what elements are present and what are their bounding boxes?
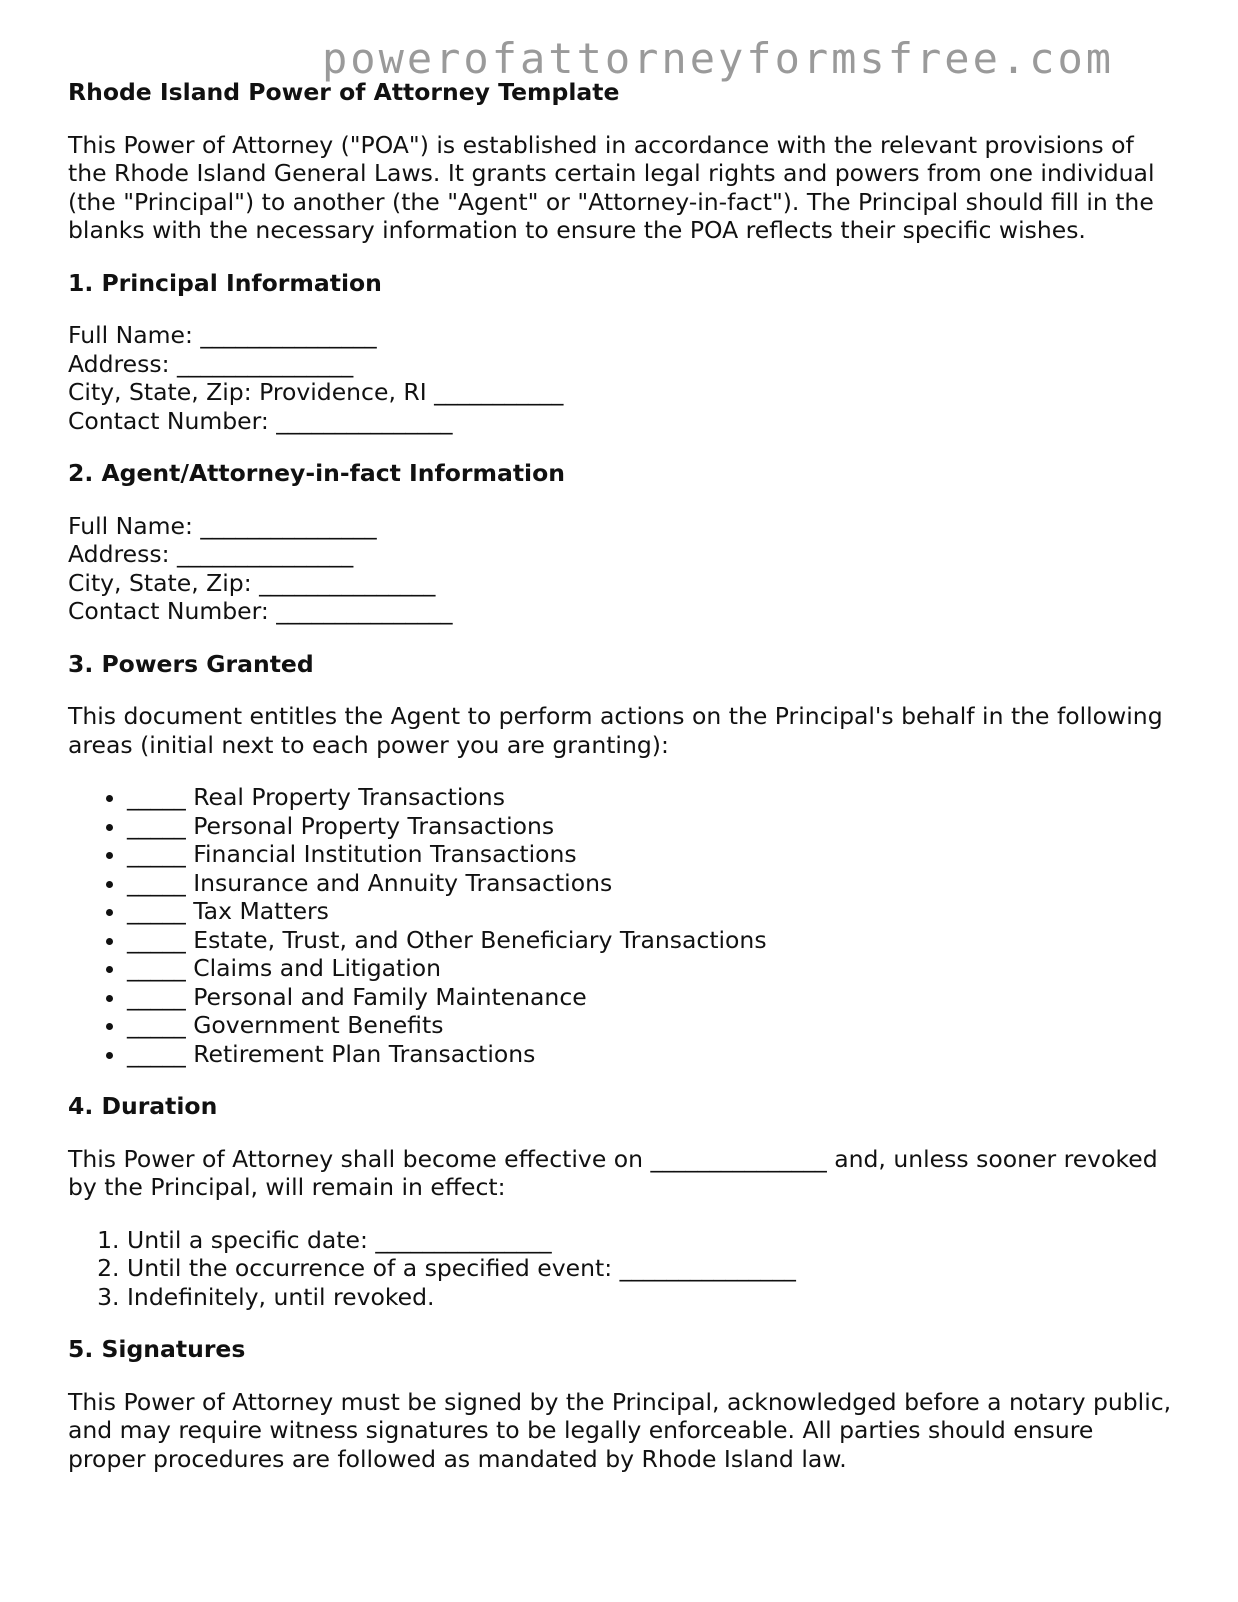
powers-list [68, 783, 1178, 1068]
agent-contact-field[interactable]: Contact Number: _______________ [68, 597, 453, 625]
duration-option[interactable]: 2. Until the occurrence of a specified event: _______________ [127, 1254, 1178, 1283]
section-duration-heading: 4. Duration [68, 1092, 218, 1120]
principal-fields [68, 321, 1178, 435]
power-item[interactable]: • _____ Estate, Trust, and Other Beneficiary Transactions [127, 926, 1178, 955]
duration-options-list [68, 1226, 1178, 1312]
power-item[interactable]: • _____ Retirement Plan Transactions [127, 1040, 1178, 1069]
agent-address-field[interactable]: Address: _______________ [68, 540, 354, 568]
power-item[interactable]: • _____ Claims and Litigation [127, 954, 1178, 983]
power-item[interactable]: • _____ Real Property Transactions [127, 783, 1178, 812]
power-item[interactable]: • _____ Personal Property Transactions [127, 812, 1178, 841]
principal-full-name-field[interactable]: Full Name: _______________ [68, 321, 377, 349]
principal-city-field[interactable]: City, State, Zip: Providence, RI ___________ [68, 378, 564, 406]
document-page [68, 78, 1178, 1497]
agent-city-field[interactable]: City, State, Zip: _______________ [68, 568, 436, 597]
agent-fields [68, 512, 1178, 626]
principal-address-field[interactable]: Address: _______________ [68, 349, 354, 378]
section-powers-heading: 3. Powers Granted [68, 649, 314, 678]
section-principal-heading: 1. Principal Information [68, 268, 382, 297]
watermark: powerofattorneyformsfree.com [322, 34, 1115, 83]
section-signatures-heading: 5. Signatures [68, 1335, 246, 1363]
document-title: Rhode Island Power of Attorney Template [68, 78, 620, 106]
intro-paragraph: This Power of Attorney ("POA") is established in accordance with the relevant provisions of the Rhode Island General Laws. It grants certain legal rights and powers from one individual (the "Principal") to another (the "Agent" or "Attorney-in-fact"). The Principal should fill in the blanks with the necessary information to ensure the POA reflects their specific wishes. [68, 130, 1155, 244]
power-item[interactable]: • _____ Personal and Family Maintenance [127, 983, 1178, 1012]
agent-full-name-field[interactable]: Full Name: _______________ [68, 511, 377, 540]
signatures-paragraph: This Power of Attorney must be signed by the Principal, acknowledged before a notary public, and may require witness signatures to be legally enforceable. All parties should ensure proper procedures are followed as mandated by Rhode Island law. [68, 1387, 1172, 1473]
section-agent-heading: 2. Agent/Attorney-in-fact Information [68, 459, 565, 487]
duration-option[interactable]: 1. Until a specific date: _______________ [127, 1226, 1178, 1255]
power-item[interactable]: • _____ Tax Matters [127, 897, 1178, 926]
power-item[interactable]: • _____ Insurance and Annuity Transactions [127, 869, 1178, 898]
power-item[interactable]: • _____ Government Benefits [127, 1011, 1178, 1040]
power-item[interactable]: • _____ Financial Institution Transactions [127, 840, 1178, 869]
duration-option[interactable]: 3. Indefinitely, until revoked. [127, 1283, 1178, 1312]
powers-paragraph: This document entitles the Agent to perform actions on the Principal's behalf in the following areas (initial next to each power you are granting): [68, 702, 1163, 759]
duration-paragraph: This Power of Attorney shall become effective on _______________ and, unless sooner revoked by the Principal, will remain in effect: [68, 1144, 1158, 1201]
principal-contact-field[interactable]: Contact Number: _______________ [68, 406, 453, 435]
